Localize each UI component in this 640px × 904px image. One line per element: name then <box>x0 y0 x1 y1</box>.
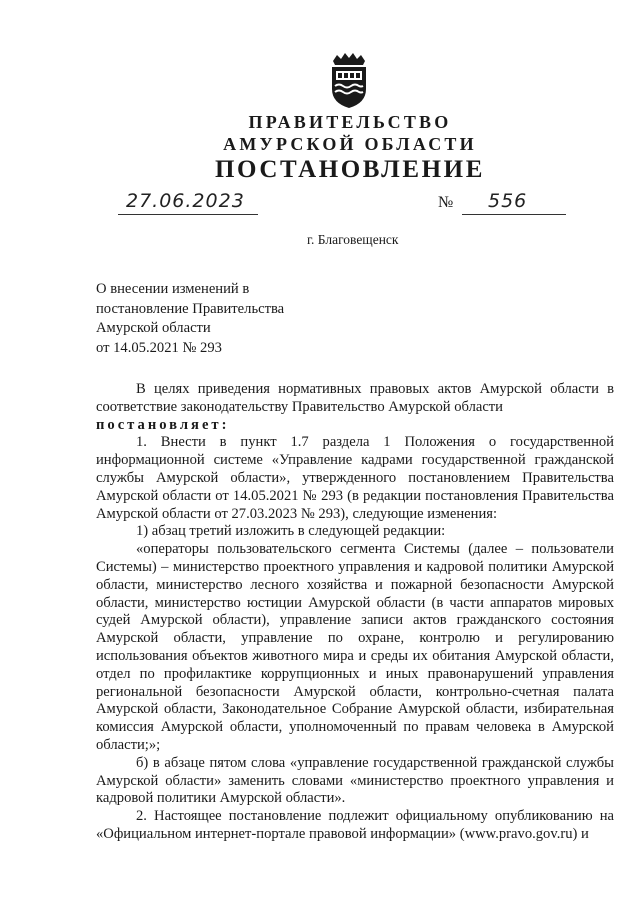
organization-name-line2: АМУРСКОЙ ОБЛАСТИ <box>223 134 477 154</box>
subject-line: от 14.05.2021 № 293 <box>96 339 222 356</box>
subclause-1-paragraph: 1) абзац третий изложить в следующей редакции: <box>136 523 446 540</box>
document-subject <box>96 280 284 358</box>
organization-name-line1: ПРАВИТЕЛЬСТВО <box>248 112 452 132</box>
number-field <box>462 190 566 215</box>
handwritten-number: 556 <box>488 190 528 212</box>
handwritten-date: 27.06.2023 <box>126 190 245 212</box>
city-name: г. Благовещенск <box>307 232 399 247</box>
subclause-b-paragraph: б) в абзаце пятом слова «управление государственной гражданской службы Амурской области» заменить словами «министерство проектного управления и кадровой политики Амурской области». <box>96 754 614 807</box>
subject-line: О внесении изменений в <box>96 281 250 297</box>
clause-1-paragraph: 1. Внести в пункт 1.7 раздела 1 Положения о государственной информационной системе «Управление кадрами государственной гражданской службы Амурской области», утвержденного постановлением Правительства Амурской области от 14.05.2021 № 293 (в редакции постановления Правительства Амурской области от 27.03.2023 № 293), следующие изменения: <box>96 434 614 522</box>
subject-line: Амурской области <box>96 320 211 336</box>
new-wording-paragraph: «операторы пользовательского сегмента Системы (далее – пользователи Системы) – министерство проектного управления и кадровой политики Амурской области, министерство лесного хозяйства и пожарной безопасности Амурской области, министерство юстиции Амурской области (в части аппаратов мировых судей Амурской области), управление записи актов гражданского состояния Амурской области, управление по охране, контролю и регулированию использования объектов животного мира и среды их обитания Амурской области, отдел по профилактике коррупционных и иных правонарушений управления региональной безопасности Амурской области, контрольно-счетная палата Амурской области, Законодательное Собрание Амурской области, избирательная комиссия Амурской области, уполномоченный по правам человека в Амурской области;»; <box>96 541 614 753</box>
clause-2-paragraph: 2. Настоящее постановление подлежит официальному опубликованию на «Официальном интернет-портале правовой информации» (www.pravo.gov.ru) и <box>96 808 614 842</box>
document-body <box>96 381 614 844</box>
preamble-paragraph: В целях приведения нормативных правовых актов Амурской области в соответствие законодательству Правительство Амурской области <box>96 381 614 415</box>
document-type-title: ПОСТАНОВЛЕНИЕ <box>214 156 486 183</box>
subject-line: постановление Правительства <box>96 300 285 317</box>
coat-of-arms-icon <box>327 53 371 109</box>
decree-word: постановляет: <box>96 416 230 433</box>
date-field <box>118 190 258 215</box>
decree-word-paragraph <box>96 417 614 435</box>
number-sign: № <box>438 194 454 211</box>
